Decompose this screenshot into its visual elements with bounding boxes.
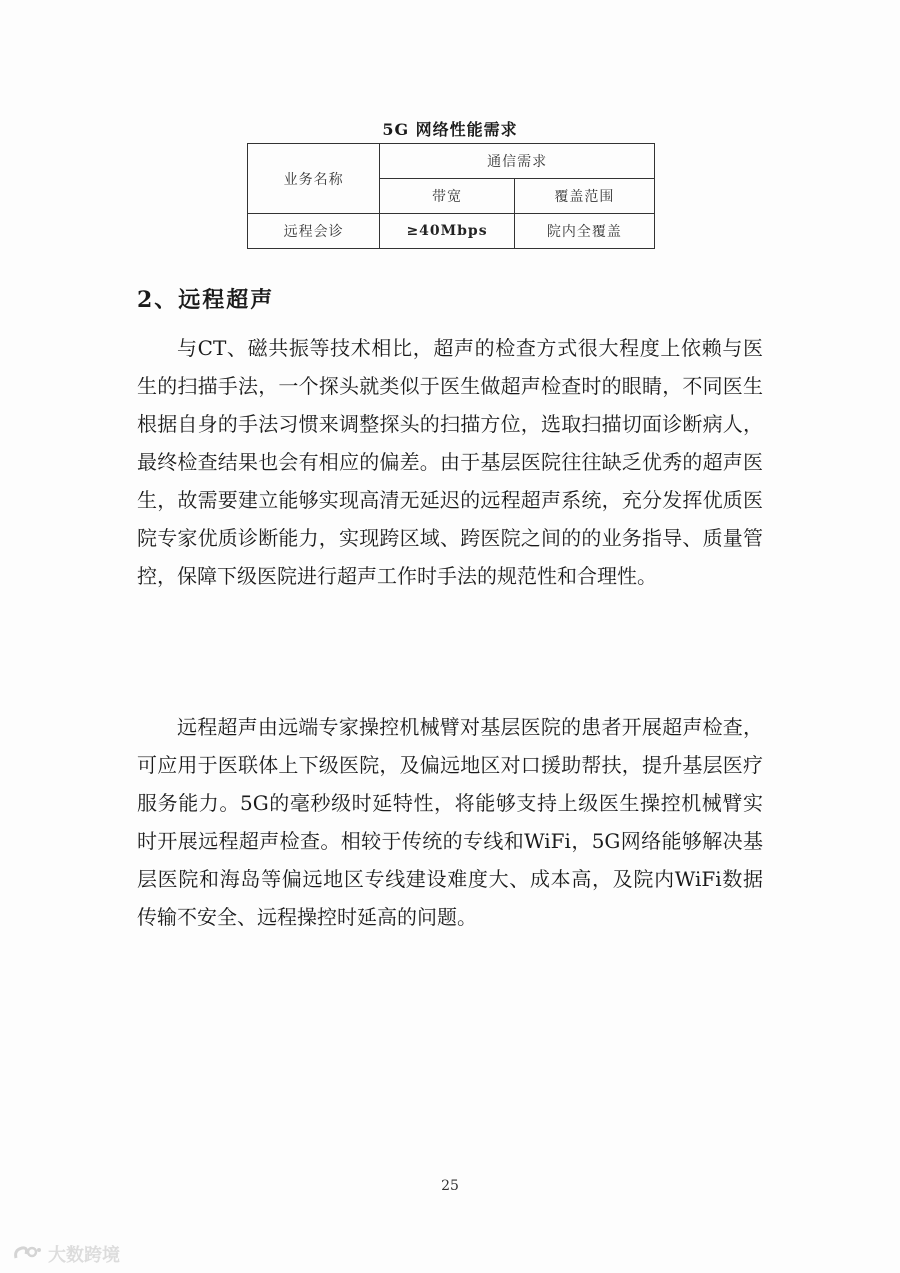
- watermark-logo-icon: [12, 1244, 42, 1264]
- header-coverage: 覆盖范围: [514, 179, 654, 214]
- watermark-text: 大数跨境: [48, 1245, 120, 1266]
- header-bandwidth: 带宽: [380, 179, 515, 214]
- header-service-name: 业务名称: [248, 144, 380, 214]
- network-requirements-table: [247, 143, 655, 249]
- section-heading: 2、远程超声: [137, 287, 275, 313]
- cell-service: 远程会诊: [248, 214, 380, 249]
- body-paragraph-2: 远程超声由远端专家操控机械臂对基层医院的患者开展超声检查，可应用于医联体上下级医院，及偏远地区对口援助帮扶，提升基层医疗服务能力。5G的毫秒级时延特性，将能够支持上级医生操控机械臂实时开展远程超声检查。相较于传统的专线和WiFi，5G网络能够解决基层医院和海岛等偏远地区专线建设难度大、成本高，及院内WiFi数据传输不安全、远程操控时延高的问题。: [137, 715, 763, 929]
- header-communication-requirements: 通信需求: [380, 144, 655, 179]
- cell-bandwidth: ≥40Mbps: [380, 214, 515, 249]
- table-caption: 5G 网络性能需求: [382, 120, 518, 139]
- body-paragraph-1: 与CT、磁共振等技术相比，超声的检查方式很大程度上依赖与医生的扫描手法，一个探头就类似于医生做超声检查时的眼睛，不同医生根据自身的手法习惯来调整探头的扫描方位，选取扫描切面诊断病人，最终检查结果也会有相应的偏差。由于基层医院往往缺乏优秀的超声医生，故需要建立能够实现高清无延迟的远程超声系统，充分发挥优质医院专家优质诊断能力，实现跨区域、跨医院之间的的业务指导、质量管控，保障下级医院进行超声工作时手法的规范性和合理性。: [137, 336, 763, 588]
- table-header-row: [248, 144, 655, 179]
- table-row: [248, 214, 655, 249]
- page-number: 25: [441, 1178, 459, 1194]
- watermark: [12, 1241, 120, 1267]
- cell-coverage: 院内全覆盖: [514, 214, 654, 249]
